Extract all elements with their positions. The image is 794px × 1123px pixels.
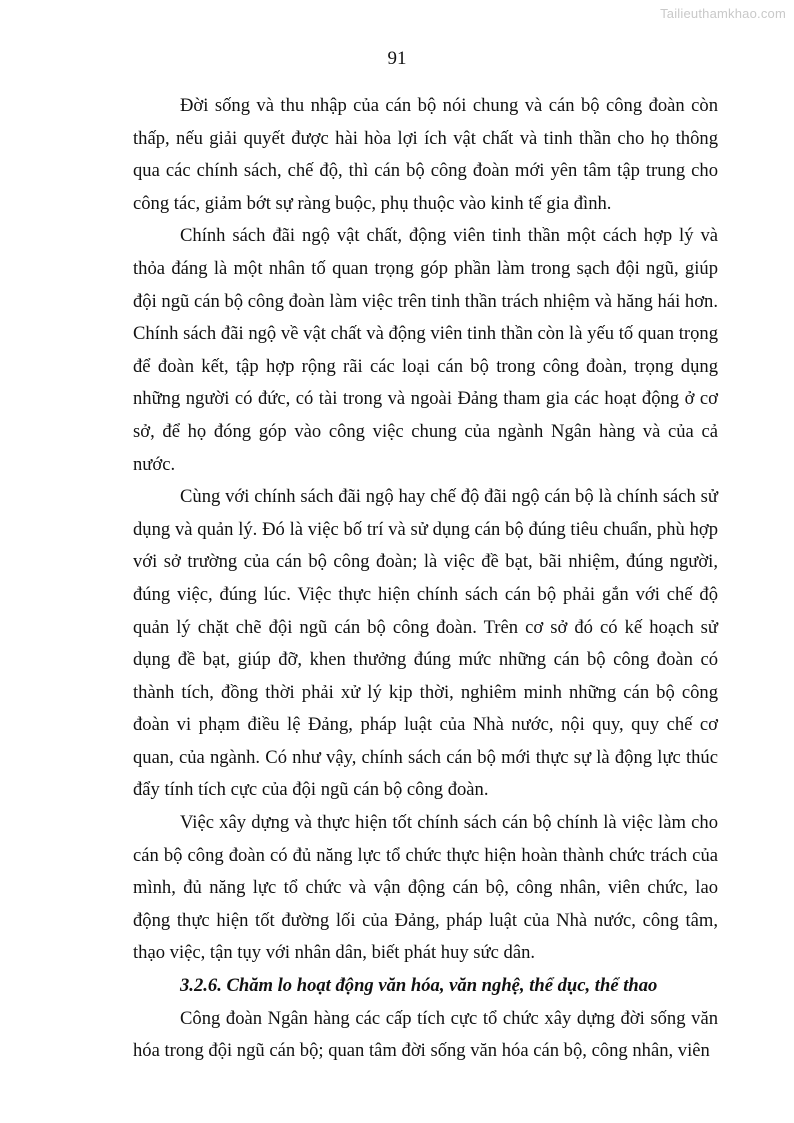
page-number: 91 (387, 48, 407, 69)
paragraph: Cùng với chính sách đãi ngộ hay chế độ đãi ngộ cán bộ là chính sách sử dụng và quản lý. Đó là việc bố trí và sử dụng cán bộ đúng tiêu chuẩn, phù hợp với sở trường của cán bộ công đoàn; là việc đề bạt, bãi nhiệm, đúng người, đúng việc, đúng lúc. Việc thực hiện chính sách cán bộ phải gắn với chế độ quản lý chặt chẽ đội ngũ cán bộ công đoàn. Trên cơ sở đó có kế hoạch sử dụng đề bạt, giúp đỡ, khen thưởng đúng mức những cán bộ công đoàn có thành tích, đồng thời phải xử lý kịp thời, nghiêm minh những cán bộ công đoàn vi phạm điều lệ Đảng, pháp luật của Nhà nước, nội quy, quy chế cơ quan, của ngành. Có như vậy, chính sách cán bộ mới thực sự là động lực thúc đẩy tính tích cực của đội ngũ cán bộ công đoàn. (133, 486, 718, 801)
watermark-text: Tailieuthamkhao.com (660, 6, 786, 21)
paragraph: Việc xây dựng và thực hiện tốt chính sách cán bộ chính là việc làm cho cán bộ công đoàn có đủ năng lực tổ chức thực hiện hoàn thành chức trách của mình, đủ năng lực tổ chức và vận động cán bộ, công nhân, viên chức, lao động thực hiện tốt đường lối của Đảng, pháp luật của Nhà nước, công tâm, thạo việc, tận tụy với nhân dân, biết phát huy sức dân. (133, 812, 718, 964)
document-body (133, 90, 718, 1068)
paragraph: Đời sống và thu nhập của cán bộ nói chung và cán bộ công đoàn còn thấp, nếu giải quyết được hài hòa lợi ích vật chất và tinh thần cho họ thông qua các chính sách, chế độ, thì cán bộ công đoàn mới yên tâm tập trung cho công tác, giảm bớt sự ràng buộc, phụ thuộc vào kinh tế gia đình. (133, 95, 718, 214)
section-heading: 3.2.6. Chăm lo hoạt động văn hóa, văn nghệ, thể dục, thể thao (180, 975, 658, 997)
paragraph: Công đoàn Ngân hàng các cấp tích cực tổ chức xây dựng đời sống văn hóa trong đội ngũ cán bộ; quan tâm đời sống văn hóa cán bộ, công nhân, viên (133, 1007, 718, 1062)
paragraph: Chính sách đãi ngộ vật chất, động viên tinh thần một cách hợp lý và thỏa đáng là một nhân tố quan trọng góp phần làm trong sạch đội ngũ, giúp đội ngũ cán bộ công đoàn làm việc trên tinh thần trách nhiệm và hăng hái hơn. Chính sách đãi ngộ về vật chất và động viên tinh thần còn là yếu tố quan trọng để đoàn kết, tập hợp rộng rãi các loại cán bộ trong công đoàn, trọng dụng những người có đức, có tài trong và ngoài Đảng tham gia các hoạt động ở cơ sở, để họ đóng góp vào công việc chung của ngành Ngân hàng và của cả nước. (133, 225, 718, 475)
